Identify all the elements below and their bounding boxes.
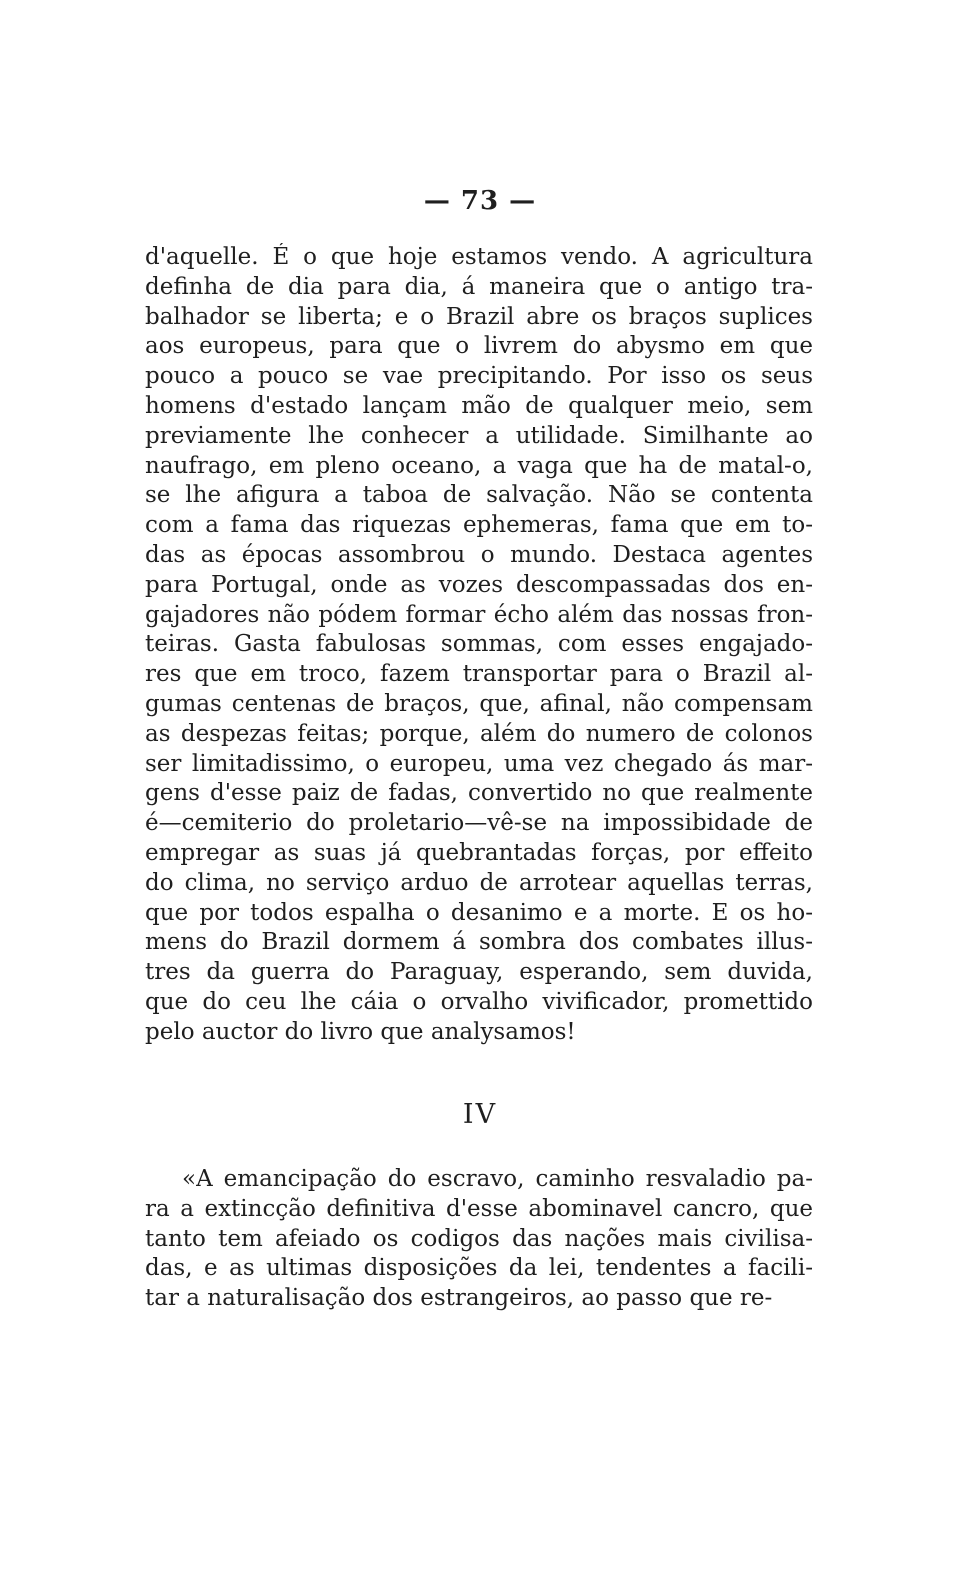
text-line: res que em troco, fazem transportar para o Brazil al- [145,661,813,688]
text-line: das as épocas assombrou o mundo. Destaca agentes [145,541,813,568]
text-line: «A emancipação do escravo, caminho resvaladio pa- [182,1166,813,1192]
section-heading: IV [462,1099,498,1130]
text-line: com a fama das riquezas ephemeras, fama que em to- [145,512,813,539]
text-line: empregar as suas já quebrantadas forças, por effeito [145,839,813,866]
text-line: tar a naturalisação dos estrangeiros, ao passo que re- [145,1285,773,1312]
text-line: se lhe afigura a taboa de salvação. Não se contenta [145,482,813,509]
text-line: as despezas feitas; porque, além do numero de colonos [145,720,813,747]
paragraph-1 [145,243,813,1048]
text-line: d'aquelle. É o que hoje estamos vendo. A agricultura [145,244,813,270]
text-line: previamente lhe conhecer a utilidade. Similhante ao [145,422,813,449]
text-line: homens d'estado lançam mão de qualquer meio, sem [145,392,813,419]
text-line: tanto tem afeiado os codigos das nações mais civilisa- [145,1225,813,1252]
text-line: do clima, no serviço arduo de arrotear aquellas terras, [145,869,813,896]
text-line: gens d'esse paiz de fadas, convertido no que realmente [145,780,813,807]
text-line: que por todos espalha o desanimo e a morte. E os ho- [145,899,813,926]
text-line: naufrago, em pleno oceano, a vaga que ha de matal-o, [145,452,813,479]
text-line: gajadores não pódem formar écho além das nossas fron- [145,601,813,628]
text-line: que do ceu lhe cáia o orvalho vivificador, promettido [145,988,813,1015]
text-line: balhador se liberta; e o Brazil abre os braços suplices [145,303,813,330]
text-line: tres da guerra do Paraguay, esperando, sem duvida, [145,959,813,986]
text-line: mens do Brazil dormem á sombra dos combates illus- [145,929,813,956]
text-line: ra a extincção definitiva d'esse abominavel cancro, que [145,1195,813,1222]
text-line: gumas centenas de braços, que, afinal, não compensam [145,690,813,717]
text-line: definha de dia para dia, á maneira que o antigo tra- [145,273,813,300]
text-line: pouco a pouco se vae precipitando. Por isso os seus [145,363,813,390]
text-line: para Portugal, onde as vozes descompassadas dos en- [145,571,813,598]
paragraph-2 [145,1165,813,1314]
page-number: — 73 — [423,186,537,216]
text-line: pelo auctor do livro que analysamos! [145,1018,576,1045]
text-line: ser limitadissimo, o europeu, uma vez chegado ás mar- [145,750,813,777]
text-line: teiras. Gasta fabulosas sommas, com esses engajado- [145,631,813,658]
text-line: das, e as ultimas disposições da lei, tendentes a facili- [145,1255,813,1282]
text-line: é—cemiterio do proletario—vê-se na impossibidade de [145,810,813,837]
text-line: aos europeus, para que o livrem do abysmo em que [145,333,813,360]
